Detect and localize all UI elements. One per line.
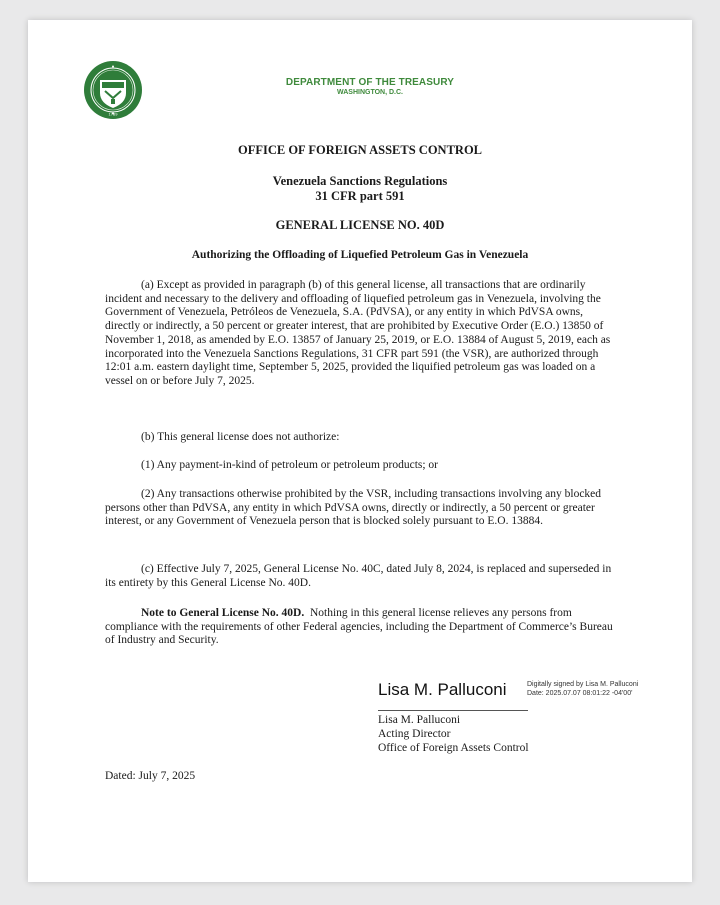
signer-title: Acting Director: [378, 728, 451, 740]
digital-signature-name: Lisa M. Palluconi: [378, 680, 507, 699]
signer-office: Office of Foreign Assets Control: [378, 742, 529, 754]
digital-signature-line1: Digitally signed by Lisa M. Palluconi: [527, 681, 639, 688]
signer-name: Lisa M. Palluconi: [378, 714, 461, 726]
digital-signature-line2: Date: 2025.07.07 08:01:22 -04'00': [527, 690, 633, 697]
note-text: Nothing in this general license relieves any persons from compliance with the requirements of other Federal agencies, including the Department of Commerce’s Bureau of Industry and Security.: [105, 607, 613, 647]
signer-block: [378, 713, 529, 755]
regulations-heading: [28, 174, 692, 203]
office-title: OFFICE OF FOREIGN ASSETS CONTROL: [237, 143, 483, 157]
treasury-seal-icon: [83, 60, 143, 120]
digital-signature-details: [527, 680, 677, 698]
signature-line: [378, 710, 528, 711]
paragraph-b1: [105, 459, 621, 473]
paragraph-b2-text: (2) Any transactions otherwise prohibited by the VSR, including transactions involving any blocked persons other than PdVSA, any entity in which PdVSA owns, directly or indirectly, a 50 percent or greater interest, or any Government of Venezuela person that is blocked solely pursuant to E.O. 13884.: [105, 488, 602, 528]
paragraph-b1-text: (1) Any payment-in-kind of petroleum or petroleum products; or: [141, 459, 439, 471]
license-number: GENERAL LICENSE NO. 40D: [275, 218, 445, 232]
paragraph-a-text: (a) Except as provided in paragraph (b) of this general license, all transactions that are ordinarily incident and necessary to the delivery and offloading of liquefied petroleum gas in Venezuela, involving the Government of Venezuela, Petróleos de Venezuela, S.A. (PdVSA), or any entity in which PdVSA owns, directly or indirectly, a 50 percent or greater interest, that are prohibited by Executive Order (E.O.) 13850 of November 1, 2018, as amended by E.O. 13857 of January 25, 2019, or E.O. 13884 of August 5, 2019, each as incorporated into the Venezuela Sanctions Regulations, 31 CFR part 591 (the VSR), are authorized through 12:01 a.m. eastern daylight time, September 5, 2025, provided the liquified petroleum gas was loaded on a vessel on or before July 7, 2025.: [105, 279, 611, 387]
seal-year: 1789: [108, 111, 118, 117]
regulations-name: Venezuela Sanctions Regulations: [272, 174, 448, 188]
department-name: DEPARTMENT OF THE TREASURY: [285, 77, 455, 88]
document-page: [28, 20, 692, 882]
paragraph-b-text: (b) This general license does not authorize:: [141, 431, 340, 443]
cfr-reference: 31 CFR part 591: [315, 188, 405, 203]
license-subject: Authorizing the Offloading of Liquefied Petroleum Gas in Venezuela: [191, 249, 529, 261]
letterhead: [250, 77, 490, 96]
note-label: Note to General License No. 40D.: [141, 607, 305, 619]
paragraph-c-text: (c) Effective July 7, 2025, General License No. 40C, dated July 8, 2024, is replaced and superseded in its entirety by this General License No. 40D.: [105, 563, 612, 589]
paragraph-a: [105, 279, 621, 389]
dated-line: Dated: July 7, 2025: [105, 770, 196, 782]
paragraph-b: [105, 431, 621, 445]
paragraph-b2: [105, 488, 621, 529]
note-paragraph: [105, 607, 621, 648]
paragraph-c: [105, 563, 621, 590]
department-city: WASHINGTON, D.C.: [337, 89, 403, 96]
